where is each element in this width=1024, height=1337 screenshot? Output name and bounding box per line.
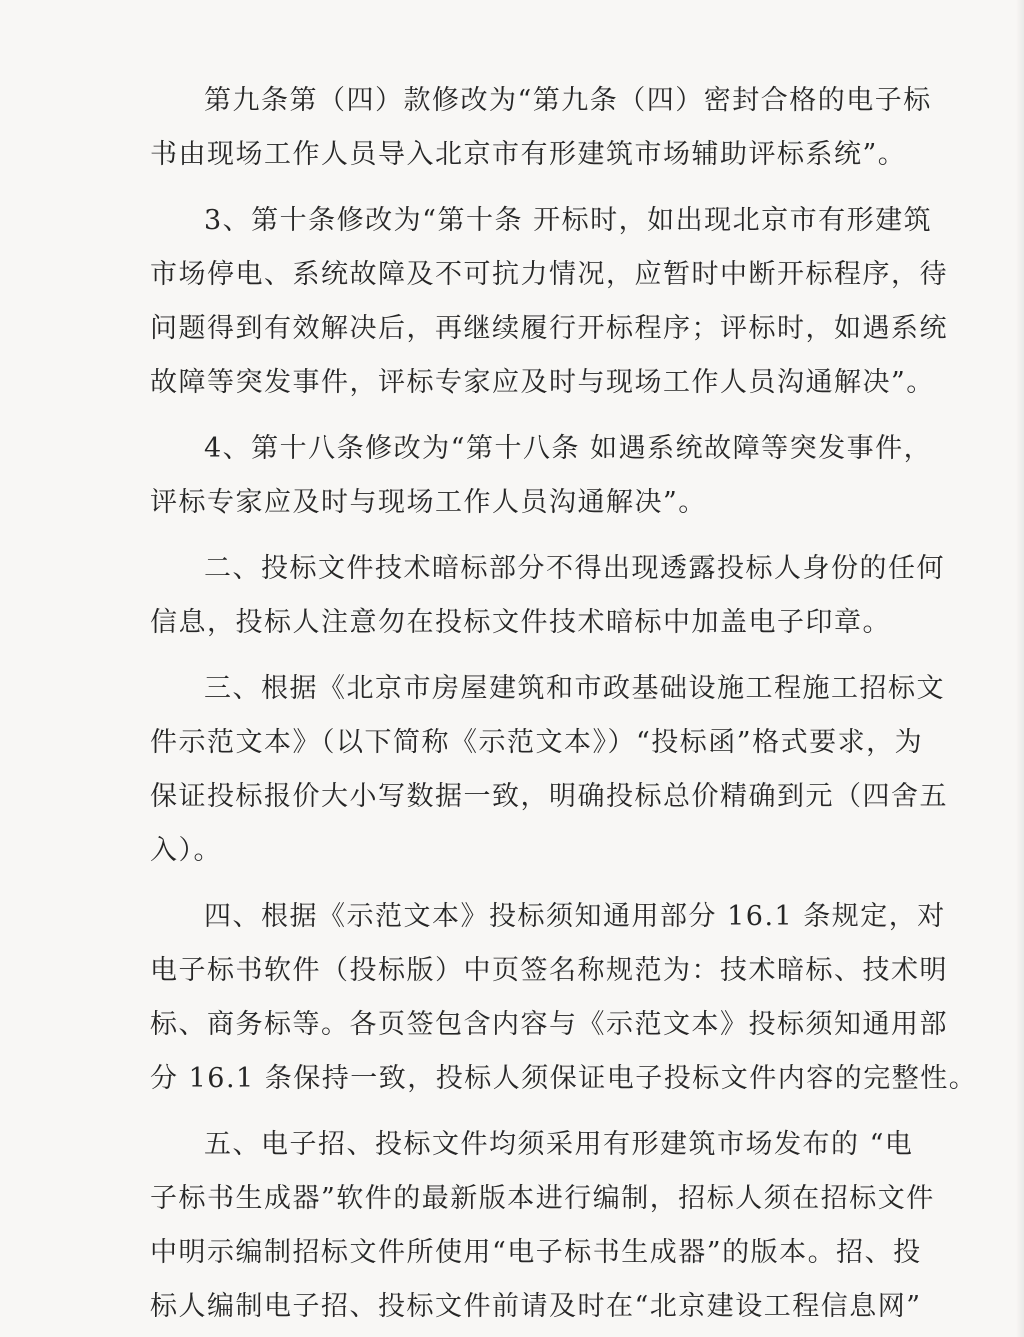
paragraph-section-5 (150, 1118, 935, 1334)
paragraph-section-2 (150, 542, 945, 650)
paragraph-section-3 (150, 662, 948, 878)
text-line: 信息，投标人注意勿在投标文件技术暗标中加盖电子印章。 (150, 607, 891, 638)
text-line: 四、根据《示范文本》投标须知通用部分 16.1 条规定，对 (204, 901, 946, 932)
text-line: 中明示编制招标文件所使用“电子标书生成器”的版本。招、投 (150, 1237, 922, 1268)
text-line: 书由现场工作人员导入北京市有形建筑市场辅助评标系统”。 (150, 139, 907, 170)
paragraph-gap (150, 182, 862, 194)
document-body (150, 74, 978, 1334)
text-line: 电子标书软件（投标版）中页签名称规范为：技术暗标、技术明 (150, 955, 948, 986)
text-line: 保证投标报价大小写数据一致，明确投标总价精确到元（四舍五 (150, 781, 948, 812)
text-line: 三、根据《北京市房屋建筑和市政基础设施工程施工招标文 (204, 673, 945, 704)
text-line: 3、第十条修改为“第十条 开标时，如出现北京市有形建筑 (204, 205, 933, 236)
text-line: 故障等突发事件，评标专家应及时与现场工作人员沟通解决”。 (150, 367, 935, 398)
paragraph-item-3 (150, 194, 948, 410)
text-line: 标人编制电子招、投标文件前请及时在“北京建设工程信息网” (150, 1291, 922, 1322)
scan-edge-shadow (1016, 0, 1024, 1337)
text-line: 入）。 (150, 835, 222, 866)
paragraph-gap (150, 878, 862, 890)
text-line: 第九条第（四）款修改为“第九条（四）密封合格的电子标 (204, 85, 932, 116)
text-line: 4、第十八条修改为“第十八条 如遇系统故障等突发事件， (204, 433, 933, 464)
text-line: 件示范文本》（以下简称《示范文本》）“投标函”格式要求，为 (150, 727, 924, 758)
paragraph-gap (150, 530, 862, 542)
paragraph-section-4 (150, 890, 978, 1106)
text-line: 子标书生成器”软件的最新版本进行编制，招标人须在招标文件 (150, 1183, 935, 1214)
text-line: 评标专家应及时与现场工作人员沟通解决”。 (150, 487, 707, 518)
text-line: 问题得到有效解决后，再继续履行开标程序；评标时，如遇系统 (150, 313, 948, 344)
text-line: 标、商务标等。各页签包含内容与《示范文本》投标须知通用部 (150, 1009, 948, 1040)
paragraph-gap (150, 410, 862, 422)
paragraph-gap (150, 1106, 862, 1118)
text-line: 五、电子招、投标文件均须采用有形建筑市场发布的 “电 (204, 1129, 914, 1160)
paragraph-item-4 (150, 422, 933, 530)
paragraph-article-9-amendment (150, 74, 932, 182)
text-line: 分 16.1 条保持一致，投标人须保证电子投标文件内容的完整性。 (150, 1063, 978, 1094)
text-line: 市场停电、系统故障及不可抗力情况，应暂时中断开标程序，待 (150, 259, 948, 290)
paragraph-gap (150, 650, 862, 662)
text-line: 二、投标文件技术暗标部分不得出现透露投标人身份的任何 (204, 553, 945, 584)
